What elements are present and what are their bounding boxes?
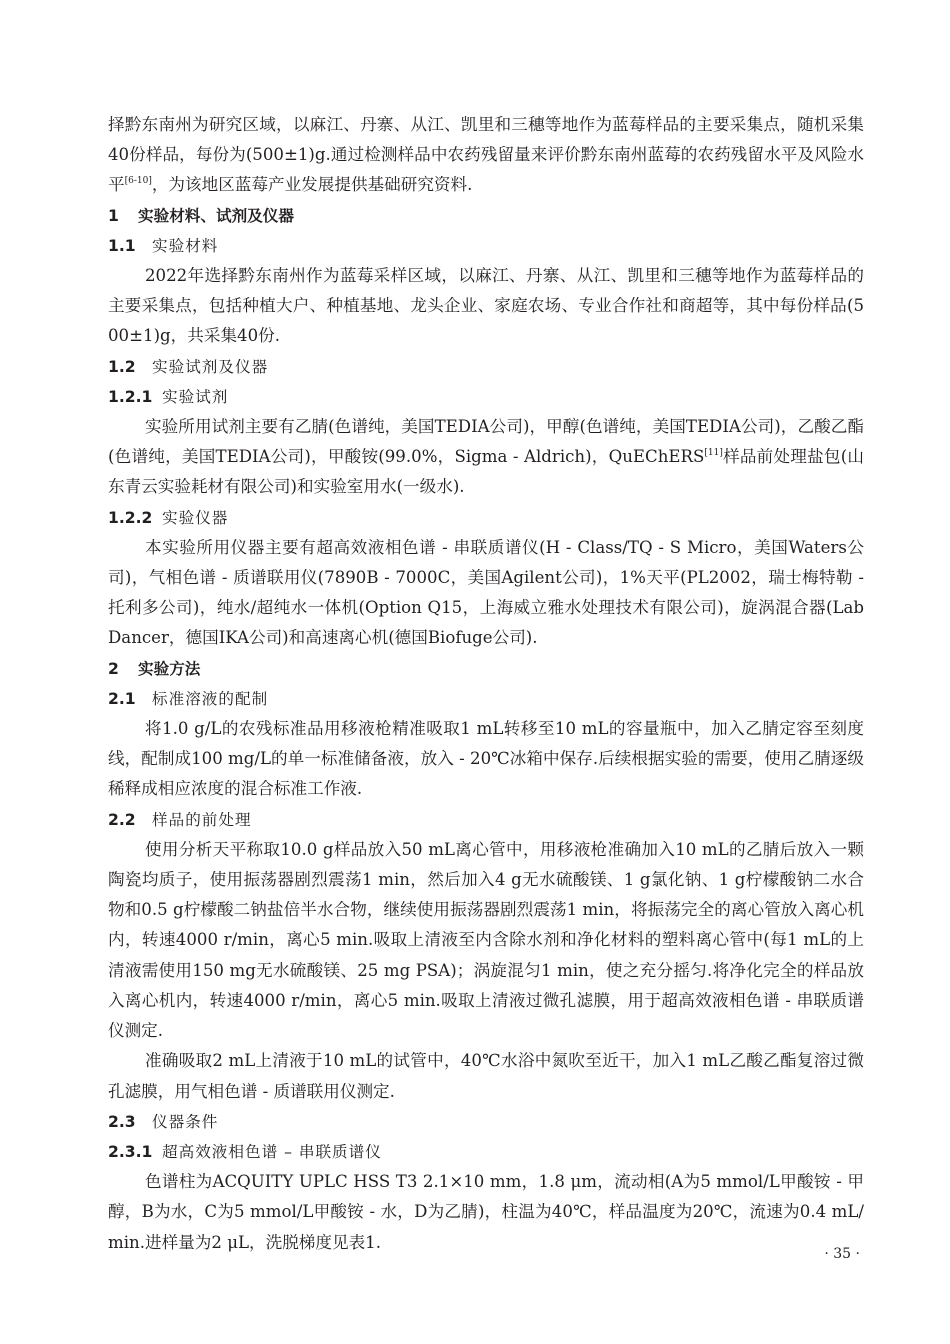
body-paragraph: [108, 1046, 864, 1106]
paragraph-text: 实验所用试剂主要有乙腈(色谱纯，美国TEDIA公司)，甲醇(色谱纯，美国TEDIA公司)，乙酸乙酯(色谱纯，美国TEDIA公司)，甲酸铵(99.0%，Sigma - Aldrich)，QuEChERS: [108, 417, 864, 467]
section-number: 1.2.2: [108, 508, 153, 527]
section-heading-h2: [108, 231, 864, 261]
section-title: 实验仪器: [162, 508, 229, 527]
section-number: 1.1: [108, 236, 136, 255]
section-title: 实验材料、试剂及仪器: [138, 206, 294, 225]
section-heading-h2: [108, 1107, 864, 1137]
section-number: 2.2: [108, 810, 136, 829]
citation-ref: [11]: [704, 448, 723, 459]
section-heading-h3: [108, 382, 864, 412]
body-paragraph: [108, 533, 864, 654]
paragraph-text: 择黔东南州为研究区域，以麻江、丹寨、从江、凯里和三穗等地作为蓝莓样品的主要采集点，随机采集40份样品，每份为(500±1)g.通过检测样品中农药残留量来评价黔东南州蓝莓的农药残留水平及风险水平: [108, 115, 864, 195]
paragraph-text: 将1.0 g/L的农残标准品用移液枪精准吸取1 mL转移至10 mL的容量瓶中，加入乙腈定容至刻度线，配制成100 mg/L的单一标准储备液，放入 - 20℃冰箱中保存.后续根据实验的需要，使用乙腈逐级稀释成相应浓度的混合标准工作液.: [108, 719, 864, 799]
body-paragraph: [108, 261, 864, 352]
body-paragraph: [108, 110, 864, 201]
paper-body: [108, 110, 864, 1258]
section-title: 标准溶液的配制: [152, 689, 269, 708]
body-paragraph: [108, 1167, 864, 1258]
paragraph-text: 色谱柱为ACQUITY UPLC HSS T3 2.1×10 mm，1.8 μm，流动相(A为5 mmol/L甲酸铵 - 甲醇，B为水，C为5 mmol/L甲酸铵 - 水，D为乙腈)，柱温为40℃，样品温度为20℃，流速为0.4 mL/min.进样量为2 μL，洗脱梯度见表1.: [108, 1172, 864, 1252]
section-heading-h2: [108, 805, 864, 835]
section-number: 2.3: [108, 1112, 136, 1131]
section-title: 实验方法: [138, 659, 201, 678]
section-heading-h2: [108, 684, 864, 714]
section-title: 仪器条件: [152, 1112, 219, 1131]
paragraph-text: 准确吸取2 mL上清液于10 mL的试管中，40℃水浴中氮吹至近干，加入1 mL乙酸乙酯复溶过微孔滤膜，用气相色谱 - 质谱联用仪测定.: [108, 1051, 864, 1101]
paragraph-text: 样品前处理盐包(山东青云实验耗材有限公司)和实验室用水(一级水).: [108, 447, 864, 497]
section-heading-h2: [108, 352, 864, 382]
body-paragraph: [108, 835, 864, 1046]
page-number: · 35 ·: [824, 1246, 860, 1262]
section-heading-h1: [108, 201, 864, 231]
section-title: 实验试剂及仪器: [152, 357, 269, 376]
section-heading-h3: [108, 503, 864, 533]
paragraph-text: 使用分析天平称取10.0 g样品放入50 mL离心管中，用移液枪准确加入10 mL的乙腈后放入一颗陶瓷均质子，使用振荡器剧烈震荡1 min，然后加入4 g无水硫酸镁、1 g氯化钠、1 g柠檬酸钠二水合物和0.5 g柠檬酸二钠盐倍半水合物，继续使用振荡器剧烈震荡1 min，将振荡完全的离心管放入离心机内，转速4000 r/min，离心5 min.吸取上清液至内含除水剂和净化材料的塑料离心管中(每1 mL的上清液需使用150 mg无水硫酸镁、25 mg PSA)；涡旋混匀1 min，使之充分摇匀.将净化完全的样品放入离心机内，转速4000 r/min，离心5 min.吸取上清液过微孔滤膜，用于超高效液相色谱 - 串联质谱仪测定.: [108, 839, 864, 1041]
section-number: 1: [108, 206, 119, 225]
section-number: 2.1: [108, 689, 136, 708]
section-title: 实验试剂: [162, 387, 229, 406]
section-title: 样品的前处理: [152, 810, 252, 829]
section-heading-h3: [108, 1137, 864, 1167]
section-number: 1.2: [108, 357, 136, 376]
paragraph-text: 2022年选择黔东南州作为蓝莓采样区域，以麻江、丹寨、从江、凯里和三穗等地作为蓝莓样品的主要采集点，包括种植大户、种植基地、龙头企业、家庭农场、专业合作社和商超等，其中每份样品(500±1)g，共采集40份.: [108, 266, 864, 346]
section-title: 超高效液相色谱 – 串联质谱仪: [162, 1142, 382, 1161]
section-number: 2.3.1: [108, 1142, 153, 1161]
paragraph-text: ，为该地区蓝莓产业发展提供基础研究资料.: [151, 175, 473, 195]
section-heading-h1: [108, 654, 864, 684]
section-title: 实验材料: [152, 236, 219, 255]
section-number: 2: [108, 659, 119, 678]
paragraph-text: 本实验所用仪器主要有超高效液相色谱 - 串联质谱仪(H - Class/TQ - S Micro，美国Waters公司)，气相色谱 - 质谱联用仪(7890B - 7000C，美国Agilent公司)，1%天平(PL2002，瑞士梅特勒 - 托利多公司)，纯水/超纯水一体机(Option Q15，上海威立雅水处理技术有限公司)，旋涡混合器(Lab Dancer，德国IKA公司)和高速离心机(德国Biofuge公司).: [108, 537, 864, 648]
citation-ref: [6-10]: [124, 176, 152, 187]
section-number: 1.2.1: [108, 387, 153, 406]
body-paragraph: [108, 412, 864, 503]
body-paragraph: [108, 714, 864, 805]
